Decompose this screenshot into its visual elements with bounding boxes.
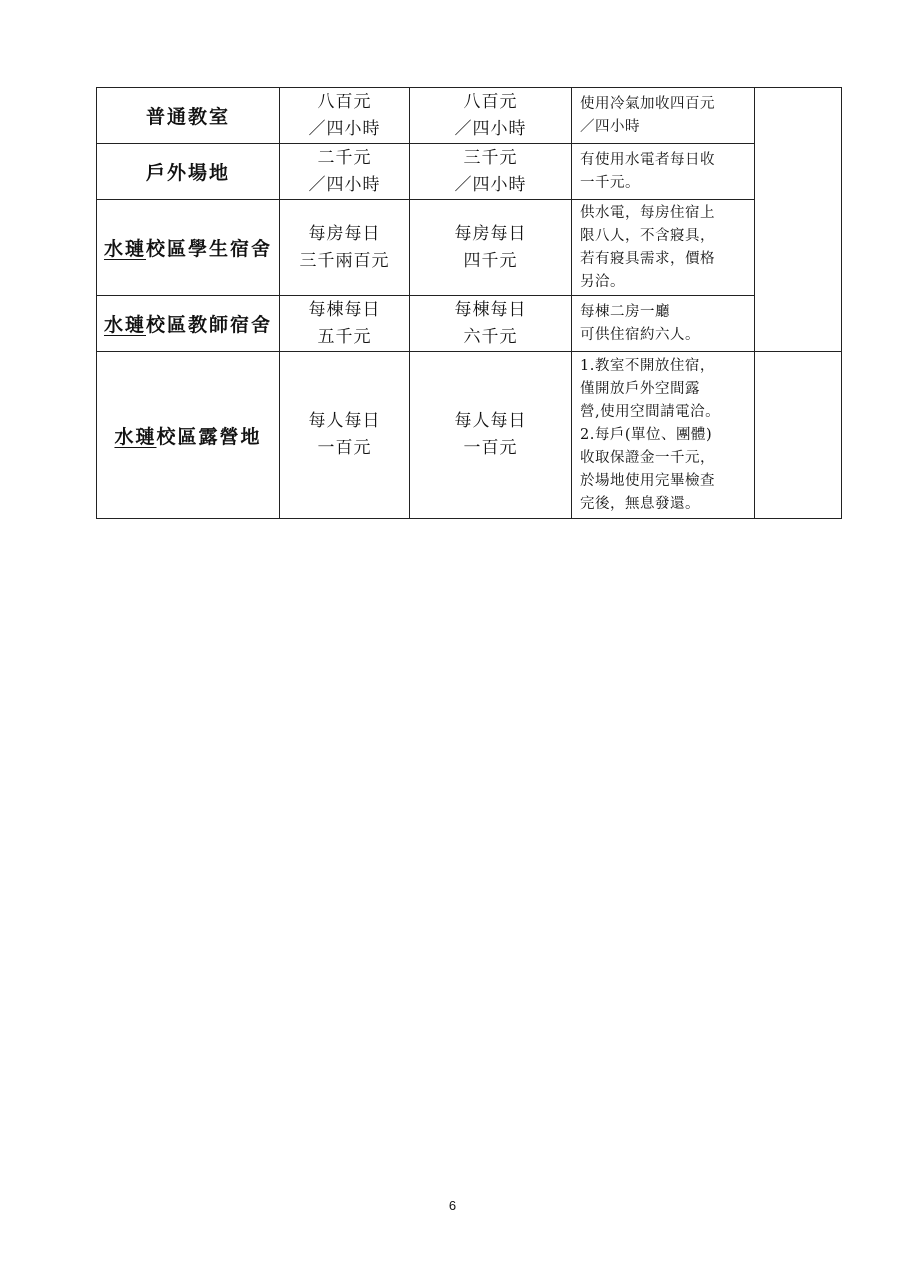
fee-cell: 每棟每日 六千元 <box>410 296 572 352</box>
fee-cell: 每人每日 一百元 <box>280 352 410 519</box>
table-row <box>97 352 842 519</box>
table-row <box>97 88 842 144</box>
table-row <box>97 200 842 296</box>
note-cell: 1.教室不開放住宿， 僅開放戶外空間露 營,使用空間請電洽。 2.每戶(單位、團體) 收取保證金一千元， 於場地使用完畢檢查 完後，無息發還。 <box>572 352 755 519</box>
facility-name: 水璉校區露營地 <box>97 352 280 519</box>
fee-cell: 每房每日 三千兩百元 <box>280 200 410 296</box>
fee-cell: 每房每日 四千元 <box>410 200 572 296</box>
fee-cell: 每棟每日 五千元 <box>280 296 410 352</box>
facility-name: 戶外場地 <box>97 144 280 200</box>
fee-cell: 每人每日 一百元 <box>410 352 572 519</box>
note-cell: 每棟二房一廳 可供住宿約六人。 <box>572 296 755 352</box>
note-cell: 有使用水電者每日收 一千元。 <box>572 144 755 200</box>
fee-cell: 二千元 ／四小時 <box>280 144 410 200</box>
page-number: 6 <box>448 1198 457 1213</box>
table-row <box>97 144 842 200</box>
note-cell: 供水電，每房住宿上 限八人，不含寢具， 若有寢具需求，價格 另洽。 <box>572 200 755 296</box>
note-cell: 使用冷氣加收四百元 ／四小時 <box>572 88 755 144</box>
fee-cell: 八百元 ／四小時 <box>410 88 572 144</box>
facility-fee-table <box>96 87 842 519</box>
empty-cell <box>755 88 842 352</box>
facility-name: 水璉校區教師宿舍 <box>97 296 280 352</box>
fee-cell: 八百元 ／四小時 <box>280 88 410 144</box>
facility-name: 水璉校區學生宿舍 <box>97 200 280 296</box>
fee-cell: 三千元 ／四小時 <box>410 144 572 200</box>
table-row <box>97 296 842 352</box>
empty-cell <box>755 352 842 519</box>
facility-name: 普通教室 <box>97 88 280 144</box>
